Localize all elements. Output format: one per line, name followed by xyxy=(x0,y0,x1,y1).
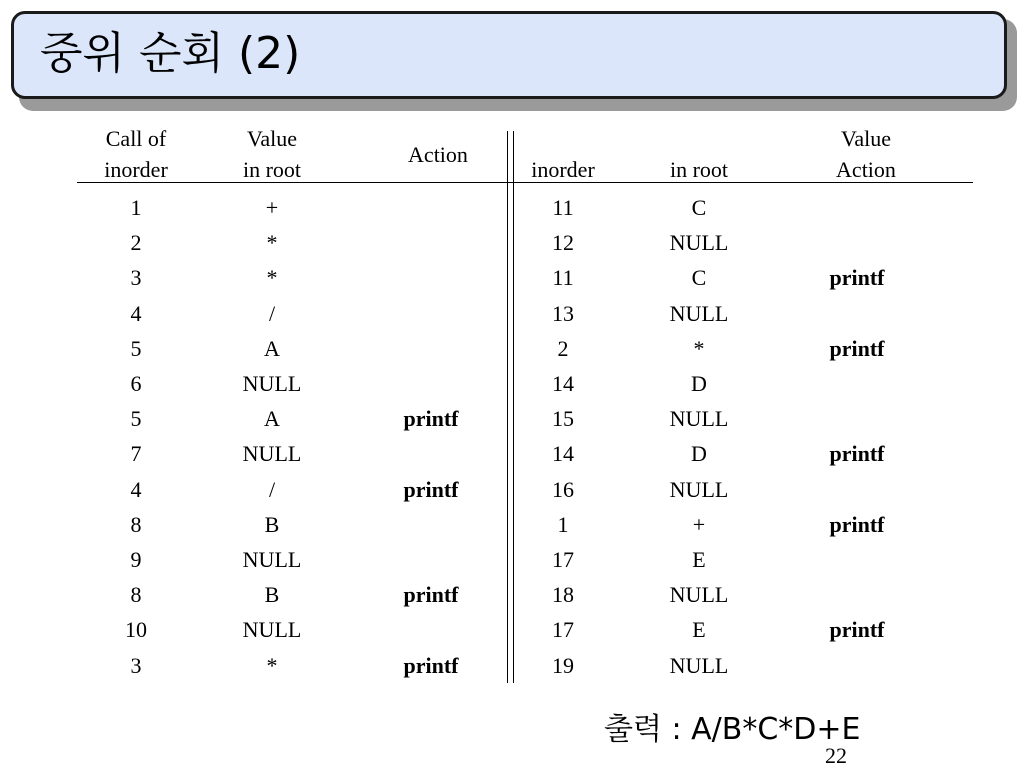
cell-value-action: printf xyxy=(829,511,885,537)
cell-inorder: 11 xyxy=(552,195,574,220)
header-value-action-line1: Value xyxy=(840,126,892,151)
cell-in-root: D xyxy=(691,371,707,396)
cell-in-root: NULL xyxy=(669,406,729,432)
cell-call: 7 xyxy=(130,441,142,467)
cell-inorder: 11 xyxy=(552,265,574,291)
header-in-root: in root xyxy=(669,157,729,182)
cell-value: B xyxy=(264,511,280,537)
cell-in-root: C xyxy=(691,195,707,220)
slide-title: 중위 순회 (2) xyxy=(40,28,301,79)
header-value-in-root xyxy=(222,123,322,185)
cell-value: B xyxy=(264,582,280,608)
header-value-line1: Value xyxy=(246,126,298,151)
cell-inorder: 16 xyxy=(552,476,574,502)
cell-inorder: 17 xyxy=(552,617,574,643)
cell-call: 1 xyxy=(130,195,142,220)
cell-value: / xyxy=(268,300,276,326)
cell-inorder: 19 xyxy=(552,652,574,678)
cell-call: 2 xyxy=(130,230,142,256)
cell-inorder: 14 xyxy=(552,371,574,396)
cell-value-action: printf xyxy=(829,335,885,361)
divider-line-left xyxy=(507,131,508,683)
cell-value: * xyxy=(266,652,278,678)
output-text: 출력 : A/B*C*D+E xyxy=(604,712,861,747)
cell-inorder: 1 xyxy=(557,511,569,537)
cell-in-root: NULL xyxy=(669,300,729,326)
page-number: 22 xyxy=(825,743,847,768)
cell-call: 3 xyxy=(130,265,142,291)
cell-call: 10 xyxy=(125,617,147,643)
cell-value: / xyxy=(268,476,276,502)
cell-value-action: printf xyxy=(829,441,885,467)
cell-in-root: E xyxy=(692,547,706,572)
cell-call: 4 xyxy=(130,476,142,502)
cell-value: + xyxy=(265,195,279,220)
header-value-action xyxy=(816,123,916,185)
cell-inorder: 2 xyxy=(557,335,569,361)
cell-in-root: NULL xyxy=(669,652,729,678)
cell-value: A xyxy=(264,335,280,361)
cell-value-action: printf xyxy=(829,617,885,643)
cell-action: printf xyxy=(403,406,459,432)
cell-inorder: 12 xyxy=(552,230,574,256)
cell-value-action: printf xyxy=(829,265,885,291)
cell-in-root: NULL xyxy=(669,582,729,608)
cell-in-root: * xyxy=(693,335,705,361)
cell-call: 3 xyxy=(130,652,142,678)
cell-call: 8 xyxy=(130,582,142,608)
cell-value: NULL xyxy=(242,617,302,643)
cell-in-root: NULL xyxy=(669,230,729,256)
cell-value: * xyxy=(266,230,278,256)
cell-action: printf xyxy=(403,652,459,678)
header-value-line2: in root xyxy=(242,157,302,182)
cell-call: 8 xyxy=(130,511,142,537)
cell-inorder: 17 xyxy=(552,547,574,572)
cell-inorder: 14 xyxy=(552,441,574,467)
cell-call: 4 xyxy=(130,300,142,326)
cell-value: A xyxy=(264,406,280,432)
cell-call: 5 xyxy=(130,335,142,361)
header-call-of-line2: inorder xyxy=(104,157,168,182)
header-value-action-line2: Action xyxy=(836,157,896,182)
cell-call: 9 xyxy=(130,547,142,572)
cell-call: 5 xyxy=(130,406,142,432)
cell-inorder: 15 xyxy=(552,406,574,432)
cell-value: * xyxy=(266,265,278,291)
header-call-of-line1: Call of xyxy=(105,126,167,151)
cell-inorder: 13 xyxy=(552,300,574,326)
cell-call: 6 xyxy=(130,371,142,396)
header-inorder: inorder xyxy=(531,157,595,182)
cell-action: printf xyxy=(403,476,459,502)
cell-action: printf xyxy=(403,582,459,608)
cell-inorder: 18 xyxy=(552,582,574,608)
title-box xyxy=(11,11,1007,99)
cell-in-root: E xyxy=(692,617,706,643)
cell-in-root: D xyxy=(691,441,707,467)
header-call-of xyxy=(86,123,186,185)
cell-value: NULL xyxy=(242,441,302,467)
cell-in-root: NULL xyxy=(669,476,729,502)
cell-value: NULL xyxy=(242,371,302,396)
cell-value: NULL xyxy=(242,547,302,572)
cell-in-root: C xyxy=(691,265,707,291)
header-action: Action xyxy=(408,142,468,167)
cell-in-root: + xyxy=(692,511,706,537)
header-rule xyxy=(77,182,973,183)
